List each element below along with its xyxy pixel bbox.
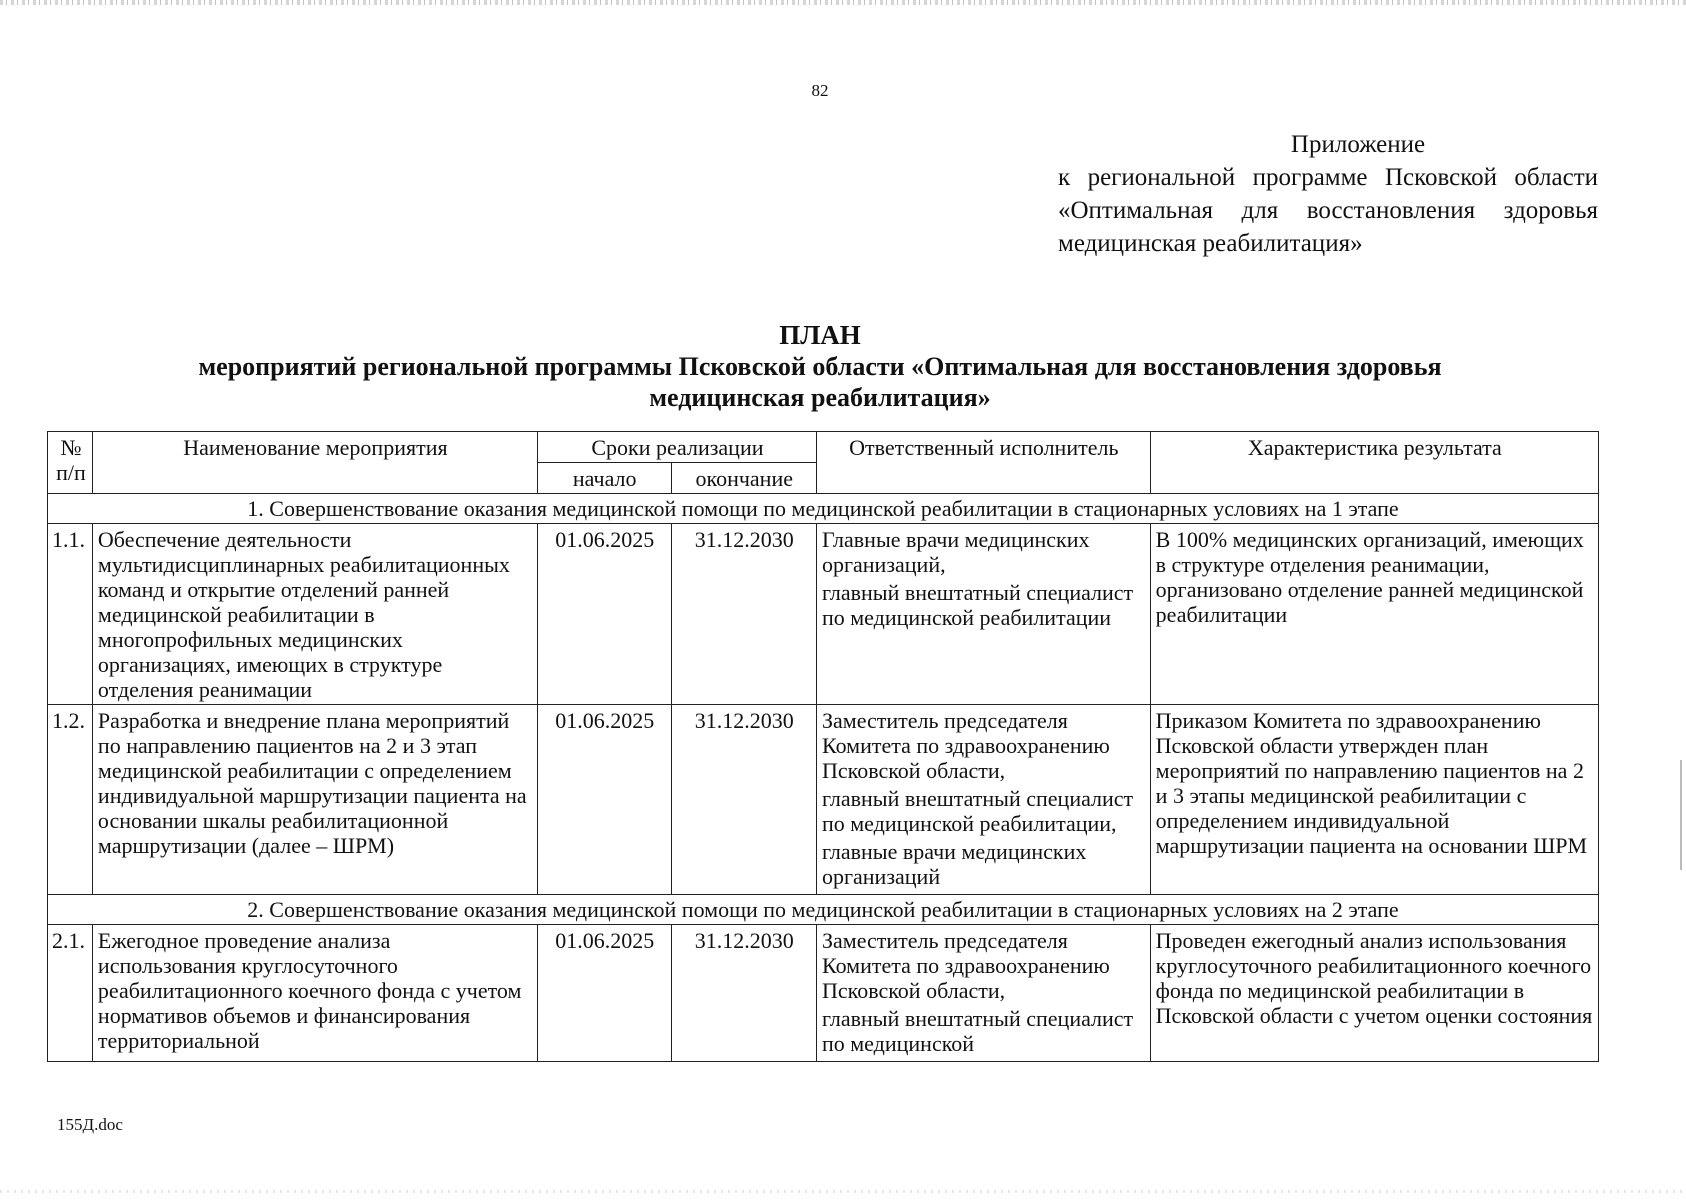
file-name: 155Д.doc	[57, 1115, 123, 1134]
row-executor	[816, 524, 1150, 705]
table-row	[48, 524, 1599, 705]
row-executor	[816, 925, 1150, 1062]
row-result: Приказом Комитета по здравоохранению Псковской области утвержден план мероприятий по направлению пациентов на 2 и 3 этапы медицинской реабилитации с определением индивидуальной маршрутизации пациента на основании ШРМ	[1150, 705, 1598, 895]
plan-subtitle: мероприятий региональной программы Псковской области «Оптимальная для восстановления здоровья медицинская реабилитация»	[198, 352, 1442, 412]
table-row	[48, 705, 1599, 895]
plan-title: ПЛАН	[779, 320, 861, 350]
row-result: В 100% медицинских организаций, имеющих в структуре отделения реанимации, организовано отделение ранней медицинской реабилитации	[1150, 524, 1598, 705]
row-name: Ежегодное проведение анализа использования круглосуточного реабилитационного коечного фонда с учетом нормативов объемов и финансирования территориальной	[92, 925, 537, 1062]
header-name: Наименование мероприятия	[92, 432, 537, 494]
executor-line: главный внештатный специалист по медицинской реабилитации	[821, 580, 1134, 630]
row-num: 2.1.	[48, 925, 93, 1062]
executor-line: главный внештатный специалист по медицинской	[821, 1006, 1134, 1056]
plan-table	[47, 431, 1599, 1062]
section-title: 2. Совершенствование оказания медицинской помощи по медицинской реабилитации в стационарных условиях на 2 этапе	[48, 895, 1599, 925]
appendix-text: к региональной программе Псковской области «Оптимальная для восстановления здоровья медицинская реабилитация»	[1058, 164, 1598, 257]
row-executor	[816, 705, 1150, 895]
row-num: 1.1.	[48, 524, 93, 705]
executor-line: Заместитель председателя Комитета по здравоохранению Псковской области,	[821, 708, 1110, 783]
row-end: 31.12.2030	[671, 524, 816, 705]
scan-artifact-bottom	[0, 1190, 1686, 1193]
row-start: 01.06.2025	[537, 925, 671, 1062]
row-num: 1.2.	[48, 705, 93, 895]
header-start: начало	[537, 463, 671, 494]
plan-heading	[120, 320, 1520, 413]
row-name: Разработка и внедрение плана мероприятий по направлению пациентов на 2 и 3 этап медицинской реабилитации с определением индивидуальной маршрутизации пациента на основании шкалы реабилитационной маршрутизации (далее – ШРМ)	[92, 705, 537, 895]
header-num: № п/п	[48, 432, 93, 494]
executor-line: Главные врачи медицинских организаций,	[821, 527, 1090, 577]
appendix-block	[1058, 128, 1598, 260]
row-end: 31.12.2030	[671, 705, 816, 895]
row-end: 31.12.2030	[671, 925, 816, 1062]
header-result: Характеристика результата	[1150, 432, 1598, 494]
section-row	[48, 494, 1599, 524]
row-start: 01.06.2025	[537, 705, 671, 895]
table-row	[48, 925, 1599, 1062]
row-result: Проведен ежегодный анализ использования круглосуточного реабилитационного коечного фонда по медицинской реабилитации в Псковской области с учетом оценки состояния	[1150, 925, 1598, 1062]
executor-line: главный внештатный специалист по медицинской реабилитации,	[821, 786, 1134, 836]
header-dates: Сроки реализации	[537, 432, 816, 463]
page-number: 82	[811, 81, 829, 100]
row-start: 01.06.2025	[537, 524, 671, 705]
executor-line: Заместитель председателя Комитета по здравоохранению Псковской области,	[821, 928, 1110, 1003]
scan-artifact-right	[1680, 760, 1682, 870]
section-title: 1. Совершенствование оказания медицинской помощи по медицинской реабилитации в стационарных условиях на 1 этапе	[48, 494, 1599, 524]
executor-line: главные врачи медицинских организаций	[821, 839, 1087, 889]
header-executor: Ответственный исполнитель	[816, 432, 1150, 494]
scan-artifact-top	[0, 0, 1686, 5]
header-end: окончание	[671, 463, 816, 494]
section-row	[48, 895, 1599, 925]
appendix-title: Приложение	[1290, 131, 1426, 158]
row-name: Обеспечение деятельности мультидисциплинарных реабилитационных команд и открытие отделений ранней медицинской реабилитации в многопрофильных медицинских организациях, имеющих в структуре отделения реанимации	[92, 524, 537, 705]
